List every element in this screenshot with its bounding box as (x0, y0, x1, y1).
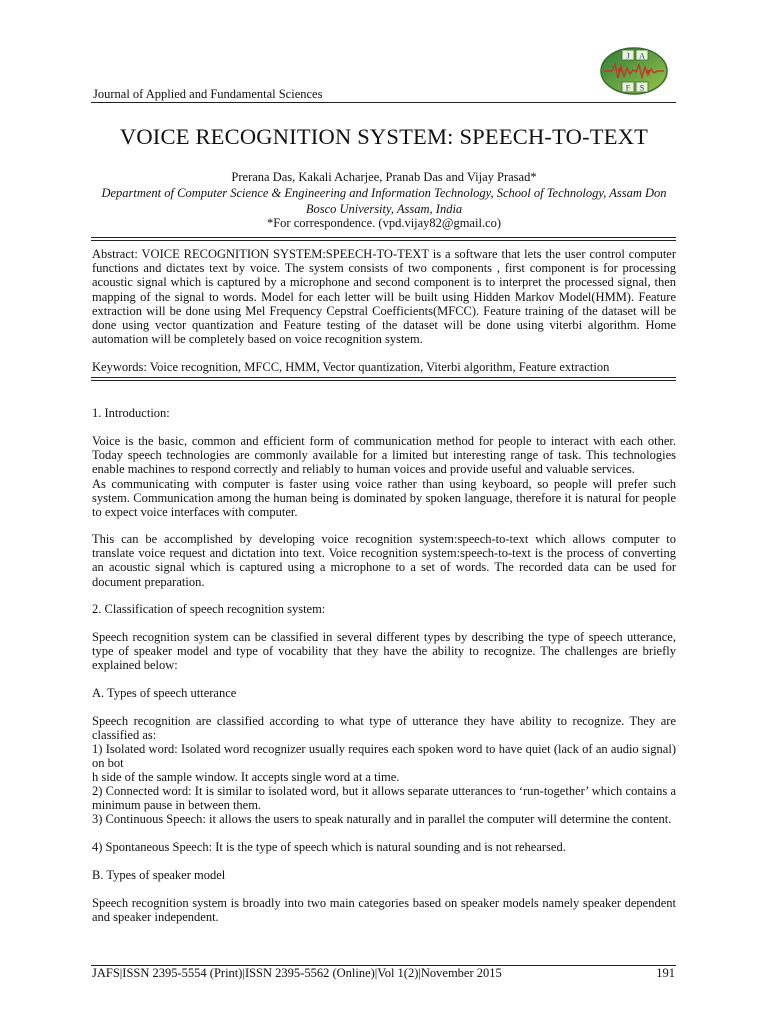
abstract-top-rule (91, 237, 676, 238)
authors: Prerana Das, Kakali Acharjee, Pranab Das and Vijay Prasad* (231, 170, 537, 184)
keywords: Keywords: Voice recognition, MFCC, HMM, Vector quantization, Viterbi algorithm, Feature extraction (92, 360, 610, 374)
utterance-item-connected: 2) Connected word: It is similar to isolated word, but it allows separate utterances to ‘run-together’ which contains a minimum pause in between them. (92, 784, 676, 813)
subsection-heading-utterance: A. Types of speech utterance (92, 686, 237, 700)
abstract-bottom-rule (91, 377, 676, 378)
logo-letter-j: J (626, 51, 630, 61)
intro-paragraph-3: This can be accomplished by developing voice recognition system:speech-to-text which allows computer to translate voice request and dictation into text. Voice recognition system:speech-to-text is the process of converting an acoustic signal which is captured using a microphone to a set of words. The recorded data can be used for document preparation. (92, 532, 676, 589)
abstract-bottom-rule-2 (91, 380, 676, 381)
logo-letter-s: S (639, 83, 645, 93)
classification-paragraph: Speech recognition system can be classified in several different types by describing the type of speech utterance, type of speaker model and type of vocability that they have the ability to recognize. The challenges are briefly explained below: (92, 630, 676, 673)
utterance-item-spontaneous: 4) Spontaneous Speech: It is the type of speech which is natural sounding and is not rehearsed. (92, 840, 566, 854)
affiliation: Department of Computer Science & Engineering and Information Technology, School of Technology, Assam Don Bosco University, Assam, India (101, 186, 667, 216)
subsection-heading-speaker: B. Types of speaker model (92, 868, 226, 882)
section-heading-classification: 2. Classification of speech recognition system: (92, 602, 326, 616)
utterance-intro: Speech recognition are classified according to what type of utterance they have ability to recognize. They are classified as: (92, 714, 676, 743)
utterance-item-isolated-cont: h side of the sample window. It accepts single word at a time. (92, 770, 400, 784)
page-number: 191 (656, 966, 675, 980)
logo-letter-a: A (639, 51, 645, 61)
logo-letter-f: F (625, 83, 631, 93)
intro-paragraph-2: As communicating with computer is faster using voice rather than using keyboard, so people will prefer such system. Communication among the human being is dominated by spoken language, therefore it is natural for people to expect voice interfaces with computer. (92, 477, 676, 520)
utterance-item-continuous: 3) Continuous Speech: it allows the users to speak naturally and in parallel the computer will determine the content. (92, 812, 672, 826)
footer-citation: JAFS|ISSN 2395-5554 (Print)|ISSN 2395-5562 (Online)|Vol 1(2)|November 2015 (92, 966, 502, 980)
correspondence: *For correspondence. (vpd.vijay82@gmail.co) (266, 216, 501, 230)
abstract-text: Abstract: VOICE RECOGNITION SYSTEM:SPEECH-TO-TEXT is a software that lets the user control computer functions and dictates text by voice. The system consists of two components , first component is for processing acoustic signal which is captured by a microphone and second component is to interpret the processed signal, then mapping of the signal to words. Model for each letter will be built using Hidden Markov Model(HMM). Feature extraction will be done using Mel Frequency Cepstral Coefficients(MFCC). Feature training of the dataset will be done using vector quantization and Feature testing of the dataset will be done using viterbi algorithm. Home automation will be completely based on voice recognition system. (92, 247, 676, 347)
journal-logo (598, 46, 670, 96)
header-rule (91, 102, 676, 103)
paper-title: VOICE RECOGNITION SYSTEM: SPEECH-TO-TEXT (119, 124, 649, 149)
section-heading-introduction: 1. Introduction: (92, 406, 170, 420)
intro-paragraph-1: Voice is the basic, common and efficient form of communication method for people to interact with each other. Today speech technologies are commonly available for a limited but interesting range of task. This technologies enable machines to respond correctly and reliably to human voices and provide useful and valuable services. (92, 434, 676, 477)
speaker-paragraph: Speech recognition system is broadly into two main categories based on speaker models namely speaker dependent and speaker independent. (92, 896, 676, 925)
utterance-item-isolated: 1) Isolated word: Isolated word recognizer usually requires each spoken word to have quiet (lack of an audio signal) on bot (92, 742, 676, 771)
journal-name: Journal of Applied and Fundamental Sciences (93, 87, 323, 101)
abstract-top-rule-2 (91, 240, 676, 241)
